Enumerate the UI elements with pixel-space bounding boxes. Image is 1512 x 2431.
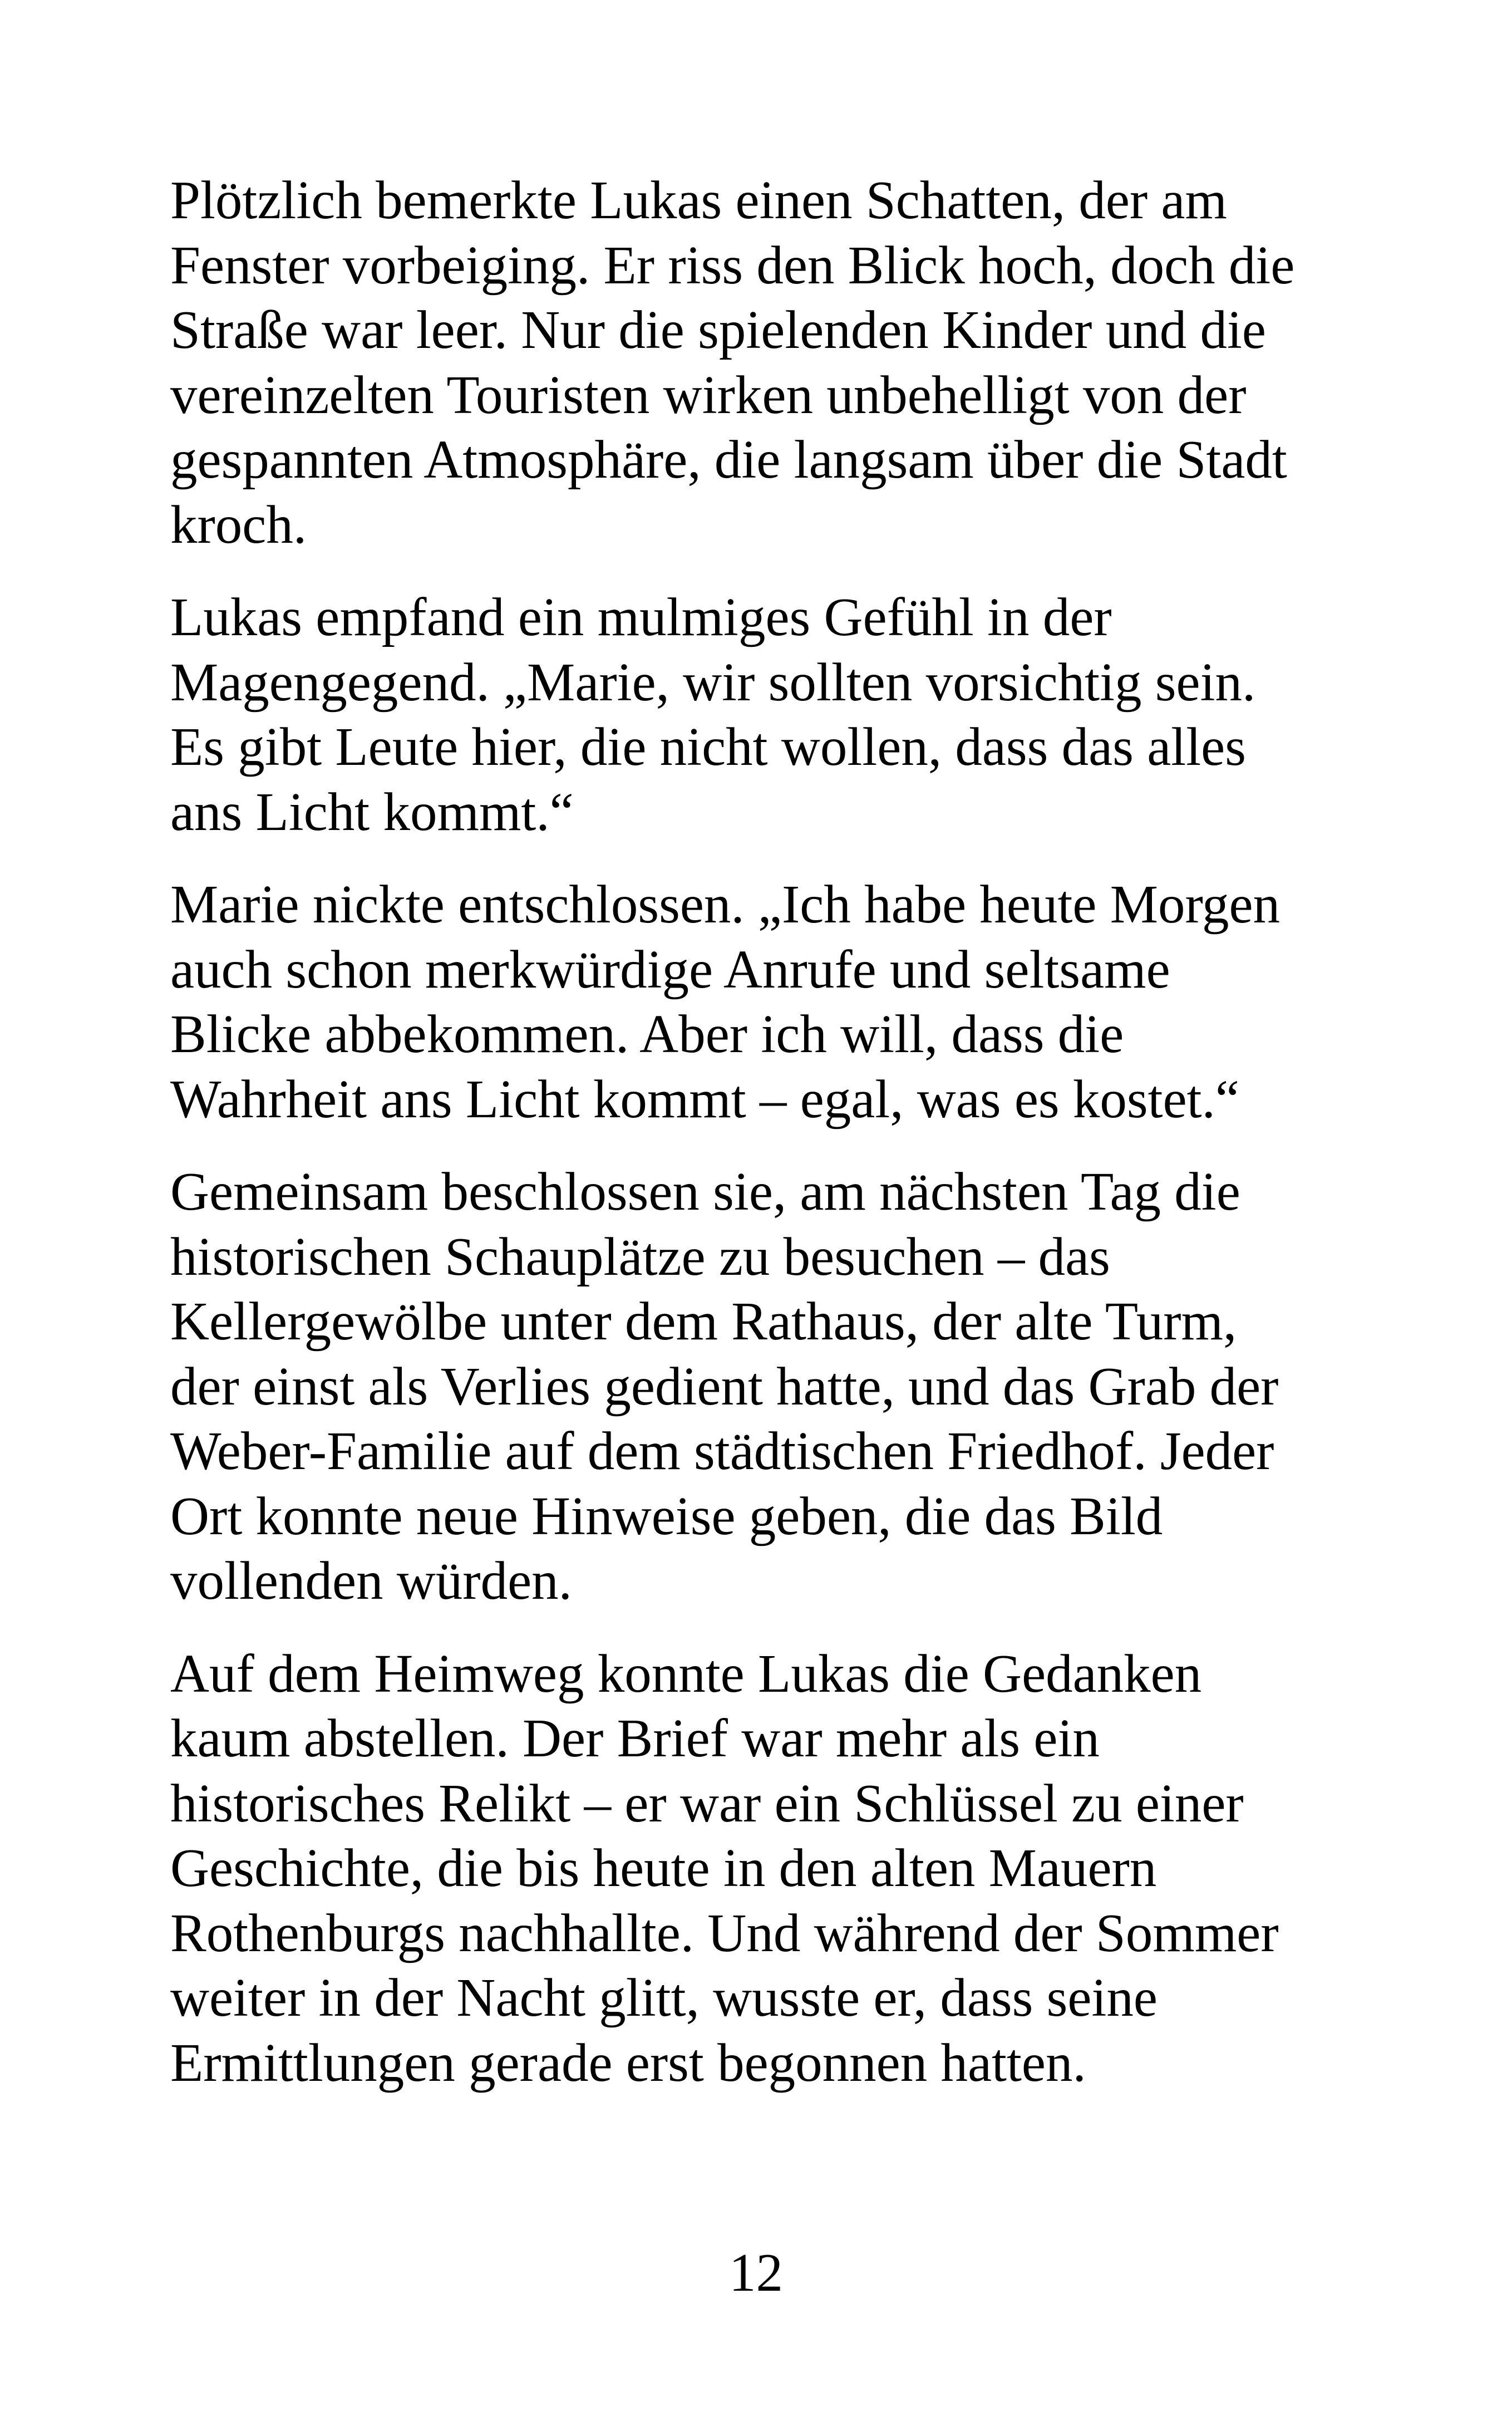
text-line: Marie nickte entschlossen. „Ich habe heute Morgen	[170, 875, 1280, 934]
text-line: Weber-Familie auf dem städtischen Friedhof. Jeder	[170, 1421, 1274, 1481]
text-line: ans Licht kommt.“	[170, 782, 574, 842]
text-line: Lukas empfand ein mulmiges Gefühl in der	[170, 587, 1112, 647]
body-text	[170, 168, 1372, 2123]
paragraph-5	[170, 1642, 1372, 2096]
text-line: Fenster vorbeiging. Er riss den Blick hoch, doch die	[170, 235, 1295, 295]
text-line: der einst als Verlies gedient hatte, und das Grab der	[170, 1356, 1279, 1416]
text-line: gespannten Atmosphäre, die langsam über die Stadt	[170, 430, 1287, 489]
page-number: 12	[729, 2243, 783, 2302]
text-line: Plötzlich bemerkte Lukas einen Schatten, der am	[170, 170, 1227, 230]
text-line: weiter in der Nacht glitt, wusste er, dass seine	[170, 1968, 1158, 2027]
text-line: Straße war leer. Nur die spielenden Kinder und die	[170, 300, 1266, 360]
paragraph-3	[170, 872, 1372, 1132]
paragraph-4	[170, 1160, 1372, 1614]
text-line: kaum abstellen. Der Brief war mehr als ein	[170, 1708, 1100, 1768]
text-line: Rothenburgs nachhallte. Und während der Sommer	[170, 1903, 1279, 1963]
text-line: Es gibt Leute hier, die nicht wollen, dass das alles	[170, 717, 1246, 777]
text-line: Blicke abbekommen. Aber ich will, dass die	[170, 1004, 1124, 1064]
text-line: Gemeinsam beschlossen sie, am nächsten Tag die	[170, 1162, 1240, 1221]
paragraph-2	[170, 585, 1372, 844]
text-line: Geschichte, die bis heute in den alten Mauern	[170, 1838, 1157, 1898]
text-line: auch schon merkwürdige Anrufe und seltsame	[170, 939, 1170, 999]
text-line: historischen Schauplätze zu besuchen – das	[170, 1226, 1110, 1286]
text-line: Kellergewölbe unter dem Rathaus, der alte Turm,	[170, 1291, 1237, 1351]
text-line: Ort konnte neue Hinweise geben, die das Bild	[170, 1486, 1163, 1546]
text-line: vollenden würden.	[170, 1551, 572, 1610]
text-line: Auf dem Heimweg konnte Lukas die Gedanken	[170, 1643, 1202, 1703]
text-line: kroch.	[170, 494, 307, 554]
text-line: Wahrheit ans Licht kommt – egal, was es kostet.“	[170, 1069, 1239, 1129]
text-line: Ermittlungen gerade erst begonnen hatten.	[170, 2032, 1086, 2093]
paragraph-1	[170, 168, 1372, 557]
text-line: Magengegend. „Marie, wir sollten vorsichtig sein.	[170, 652, 1256, 712]
text-line: historisches Relikt – er war ein Schlüssel zu einer	[170, 1773, 1244, 1833]
text-line: vereinzelten Touristen wirken unbehelligt von der	[170, 365, 1247, 425]
